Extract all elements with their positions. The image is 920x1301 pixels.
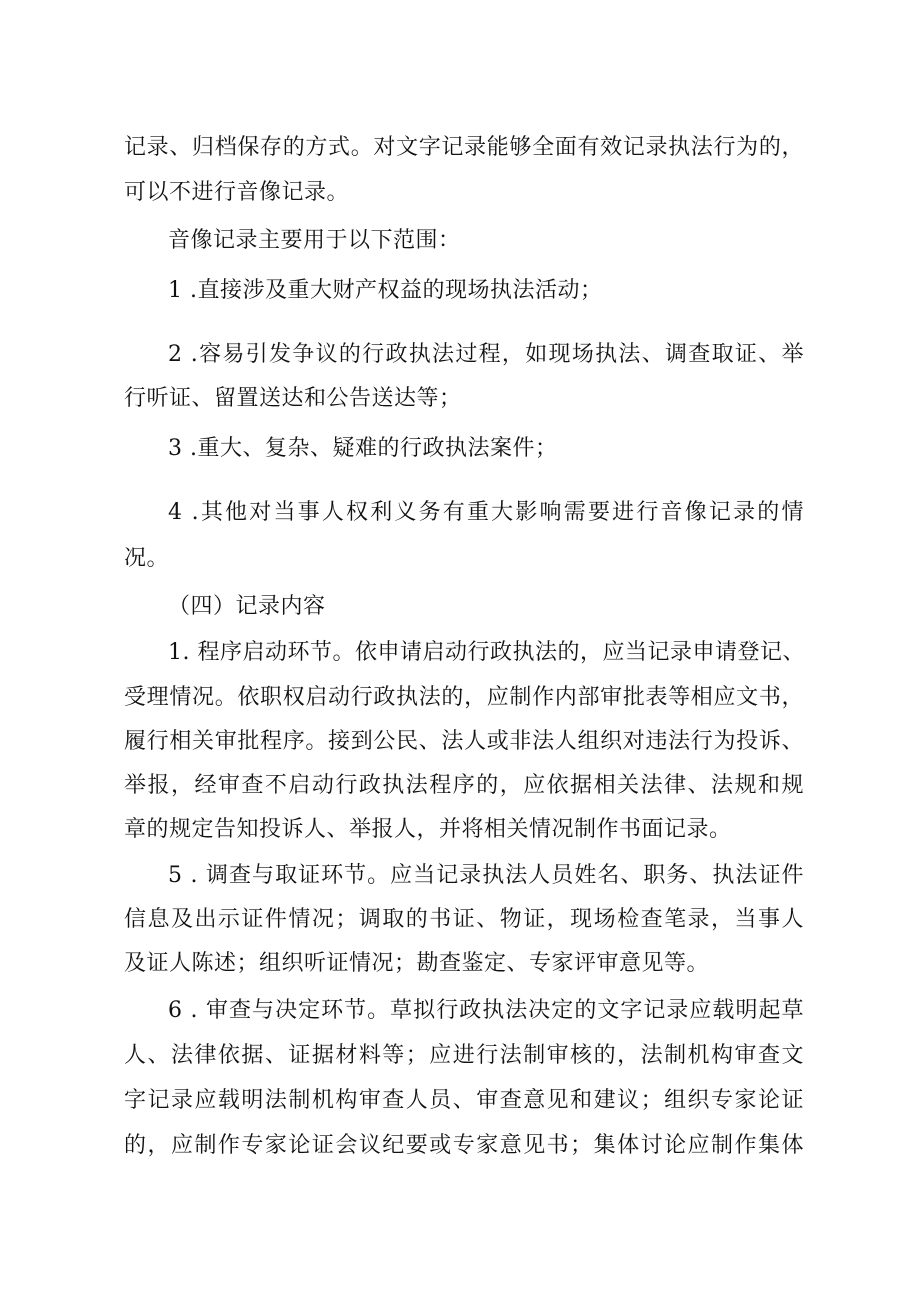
text-line: 举报，经审查不启动行政执法程序的，应依据相关法律、法规和规 — [124, 773, 804, 798]
text-line: 1. 程序启动环节。依申请启动行政执法的，应当记录申请登记、 — [168, 640, 805, 665]
text-line: 记录、归档保存的方式。对文字记录能够全面有效记录执法行为的， — [124, 135, 804, 160]
list-item: 3 .重大、复杂、疑难的行政执法案件； — [168, 436, 558, 461]
text-line: 可以不进行音像记录。 — [124, 180, 350, 205]
text-line: 况。 — [124, 546, 170, 571]
section-heading: （四）记录内容 — [168, 594, 326, 619]
list-item: 2 .容易引发争议的行政执法过程，如现场执法、调查取证、举 — [168, 342, 804, 367]
text-line: 的，应制作专家论证会议纪要或专家意见书；集体讨论应制作集体 — [124, 1133, 804, 1158]
text-line: 受理情况。依职权启动行政执法的，应制作内部审批表等相应文书， — [124, 685, 804, 710]
text-line: 音像记录主要用于以下范围： — [168, 228, 461, 253]
text-line: 履行相关审批程序。接到公民、法人或非法人组织对违法行为投诉、 — [124, 729, 804, 754]
text-line: 信息及出示证件情况；调取的书证、物证，现场检查笔录，当事人 — [124, 907, 804, 932]
text-line: 5 . 调查与取证环节。应当记录执法人员姓名、职务、执法证件 — [168, 863, 804, 888]
text-line: 字记录应载明法制机构审查人员、审查意见和建议；组织专家论证 — [124, 1088, 804, 1113]
text-line: 行听证、留置送达和公告送达等； — [124, 386, 462, 411]
text-line: 及证人陈述；组织听证情况；勘查鉴定、专家评审意见等。 — [124, 951, 710, 976]
text-line: 人、法律依据、证据材料等；应进行法制审核的，法制机构审查文 — [124, 1043, 804, 1068]
text-line: 6 . 审查与决定环节。草拟行政执法决定的文字记录应载明起草 — [168, 998, 804, 1023]
list-item: 1 .直接涉及重大财产权益的现场执法活动； — [168, 278, 603, 303]
list-item: 4 .其他对当事人权利义务有重大影响需要进行音像记录的情 — [168, 500, 804, 525]
text-line: 章的规定告知投诉人、举报人，并将相关情况制作书面记录。 — [124, 817, 732, 842]
